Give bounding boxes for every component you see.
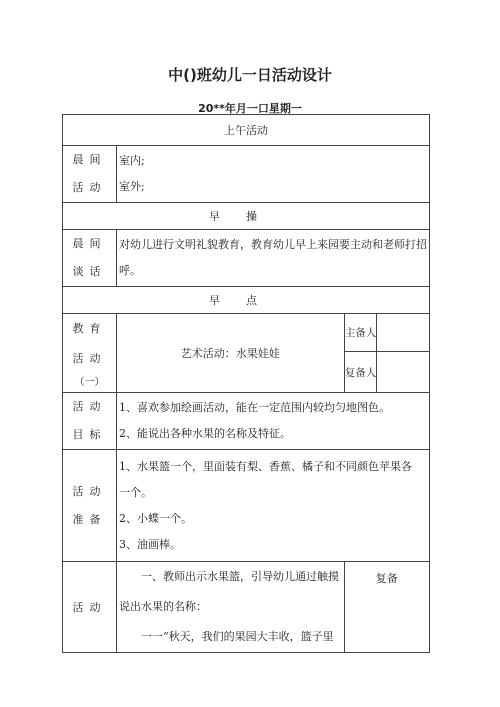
exercise-row: [63, 203, 430, 230]
morning-talk-row: [63, 230, 430, 287]
prep-line-2: 一个。: [119, 485, 152, 499]
prep-line-4: 3、油画棒。: [119, 537, 181, 551]
process-label: 活动: [63, 562, 117, 653]
reviewer-label: 复备人: [344, 352, 377, 393]
education-label-3: （一）: [74, 377, 105, 388]
process-line-1: 一、教师出示水果篮，引导幼儿通过触摸: [141, 570, 339, 583]
morning-talk-content: [117, 230, 430, 287]
date-line: 20**年月一口星期一: [198, 102, 302, 115]
prep-label-1: 活动: [72, 484, 107, 498]
morning-activity-content: [117, 146, 430, 203]
morning-talk-label: [63, 230, 117, 287]
snack-row: [63, 287, 430, 314]
morning-section-header: 上午活动: [63, 115, 430, 146]
education-label-1: 教育: [72, 322, 107, 335]
process-content: [117, 562, 345, 653]
morning-activity-row: [63, 146, 430, 203]
goals-label: [63, 393, 117, 450]
process-row: [63, 562, 430, 653]
goals-label-2: 目标: [72, 428, 107, 441]
reviewer-value: [377, 352, 430, 393]
prep-label: [63, 450, 117, 562]
prep-content: [117, 450, 430, 562]
morning-activity-label-1: 晨间: [72, 153, 107, 166]
exercise-section-header: 早操: [63, 203, 430, 230]
goal-item-1: 1、喜欢参加绘画活动，能在一定范围内较均匀地图色。: [119, 401, 390, 414]
preparer-value: [377, 314, 430, 352]
morning-talk-text-2: 呼。: [119, 264, 141, 277]
morning-talk-label-1: 晨间: [72, 237, 107, 250]
goal-item-2: 2、能说出各种水果的名称及特征。: [119, 427, 291, 440]
morning-talk-text-1: 对幼儿进行文明礼貌教育，教育幼儿早上来园要主动和老师打招: [119, 238, 427, 251]
morning-activity-label: [63, 146, 117, 203]
goals-row: [63, 393, 430, 450]
education-label: [63, 314, 117, 393]
process-line-2: 说出水果的名称：: [119, 600, 207, 613]
process-review: 复备: [344, 562, 429, 653]
morning-section-row: [63, 115, 430, 146]
education-label-2: 活动: [72, 352, 107, 365]
document-title: 中()班幼儿一日活动设计: [168, 66, 332, 84]
indoor-text: 室内;: [119, 154, 145, 167]
education-row-top: [63, 314, 430, 352]
morning-talk-label-2: 谈话: [72, 265, 107, 278]
preparer-label: 主备人: [344, 314, 377, 352]
snack-section-header: 早点: [63, 287, 430, 314]
prep-label-2: 准备: [72, 512, 107, 526]
goals-label-1: 活动: [72, 400, 107, 413]
outdoor-text: 室外;: [119, 180, 145, 193]
goals-content: [117, 393, 430, 450]
prep-line-1: 1、水果篮一个，里面装有梨、香蕉、橘子和不同颜色苹果各: [119, 459, 412, 473]
activity-table: [62, 114, 430, 653]
education-title: 艺术活动：水果娃娃: [117, 314, 345, 393]
prep-line-3: 2、小蝶一个。: [119, 511, 192, 525]
prep-row: [63, 450, 430, 562]
morning-activity-label-2: 活动: [72, 181, 107, 194]
process-line-3: 一一“秋天，我们的果园大丰收，篮子里: [141, 630, 334, 643]
